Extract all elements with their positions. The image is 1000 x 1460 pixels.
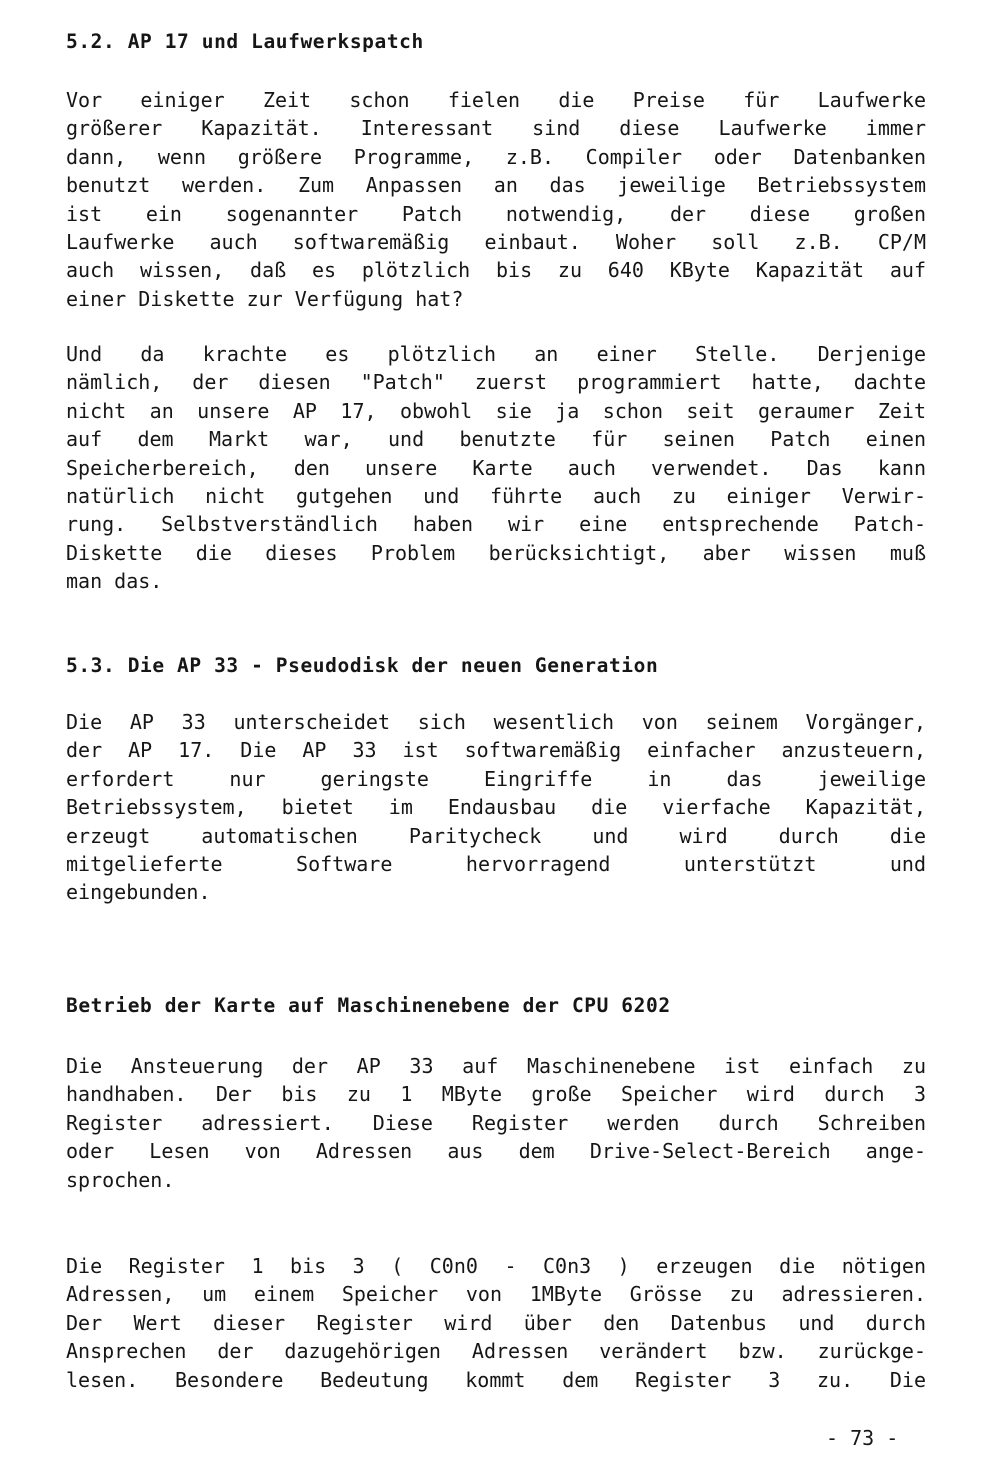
text-line: Und da krachte es plötzlich an einer Stelle. Derjenige bbox=[66, 342, 926, 366]
text-line: handhaben. Der bis zu 1 MByte große Speicher wird durch 3 bbox=[66, 1082, 926, 1107]
text-line: lesen. Besondere Bedeutung kommt dem Register 3 zu. Die bbox=[66, 1367, 926, 1392]
text-line: erzeugt automatischen Paritycheck und wird durch die bbox=[66, 823, 926, 848]
text-line: Ansprechen der dazugehörigen Adressen verändert bzw. zurückge- bbox=[66, 1339, 926, 1364]
text-line: ist ein sogenannter Patch notwendig, der diese großen bbox=[66, 201, 926, 226]
subsection-heading-machine-level: Betrieb der Karte auf Maschinenebene der CPU 6202 bbox=[66, 994, 671, 1017]
text-line: auf dem Markt war, und benutzte für seinen Patch einen bbox=[66, 427, 926, 452]
text-line: auch wissen, daß es plötzlich bis zu 640 KByte Kapazität auf bbox=[66, 258, 926, 283]
text-line: mitgelieferte Software hervorragend unterstützt und bbox=[66, 851, 926, 876]
paragraph-machine-level-control bbox=[66, 1052, 926, 1194]
text-line: rung. Selbstverständlich haben wir eine entsprechende Patch- bbox=[66, 512, 926, 537]
text-line: Register adressiert. Diese Register werden durch Schreiben bbox=[66, 1110, 926, 1135]
text-line: der AP 17. Die AP 33 ist softwaremäßig einfacher anzusteuern, bbox=[66, 738, 926, 763]
section-heading-5-2: 5.2. AP 17 und Laufwerkspatch bbox=[66, 30, 424, 53]
text-line: erfordert nur geringste Eingriffe in das jeweilige bbox=[66, 766, 926, 791]
text-line: sprochen. bbox=[66, 1167, 175, 1192]
text-line: Adressen, um einem Speicher von 1MByte Grösse zu adressieren. bbox=[66, 1282, 926, 1307]
section-heading-5-3: 5.3. Die AP 33 - Pseudodisk der neuen Generation bbox=[66, 654, 659, 677]
text-line: einer Diskette zur Verfügung hat? bbox=[66, 286, 464, 311]
text-line: natürlich nicht gutgehen und führte auch zu einiger Verwir- bbox=[66, 483, 926, 508]
text-line: Diskette die dieses Problem berücksichtigt, aber wissen muß bbox=[66, 540, 926, 565]
text-line: Der Wert dieser Register wird über den Datenbus und durch bbox=[66, 1310, 926, 1335]
text-line: Speicherbereich, den unsere Karte auch verwendet. Das kann bbox=[66, 455, 926, 480]
text-line: man das. bbox=[66, 569, 163, 594]
text-line: Die Register 1 bis 3 ( C0n0 - C0n3 ) erzeugen die nötigen bbox=[66, 1254, 926, 1278]
text-line: Die Ansteuerung der AP 33 auf Maschinenebene ist einfach zu bbox=[66, 1054, 926, 1078]
text-line: dann, wenn größere Programme, z.B. Compiler oder Datenbanken bbox=[66, 144, 926, 169]
text-line: nämlich, der diesen "Patch" zuerst programmiert hatte, dachte bbox=[66, 370, 926, 395]
text-line: oder Lesen von Adressen aus dem Drive-Select-Bereich ange- bbox=[66, 1139, 926, 1164]
text-line: Die AP 33 unterscheidet sich wesentlich von seinem Vorgänger, bbox=[66, 710, 926, 734]
text-line: nicht an unsere AP 17, obwohl sie ja schon seit geraumer Zeit bbox=[66, 398, 926, 423]
text-line: Laufwerke auch softwaremäßig einbaut. Woher soll z.B. CP/M bbox=[66, 229, 926, 254]
text-line: eingebunden. bbox=[66, 880, 211, 905]
text-line: größerer Kapazität. Interessant sind diese Laufwerke immer bbox=[66, 116, 926, 141]
paragraph-registers bbox=[66, 1252, 926, 1394]
paragraph-ap17-patch-problem bbox=[66, 340, 926, 596]
text-line: Betriebssystem, bietet im Endausbau die vierfache Kapazität, bbox=[66, 795, 926, 820]
paragraph-ap33-intro bbox=[66, 708, 926, 907]
page-number: - 73 - bbox=[826, 1426, 899, 1450]
text-line: benutzt werden. Zum Anpassen an das jeweilige Betriebssystem bbox=[66, 173, 926, 198]
paragraph-ap17-intro bbox=[66, 86, 926, 313]
text-line: Vor einiger Zeit schon fielen die Preise für Laufwerke bbox=[66, 88, 926, 112]
